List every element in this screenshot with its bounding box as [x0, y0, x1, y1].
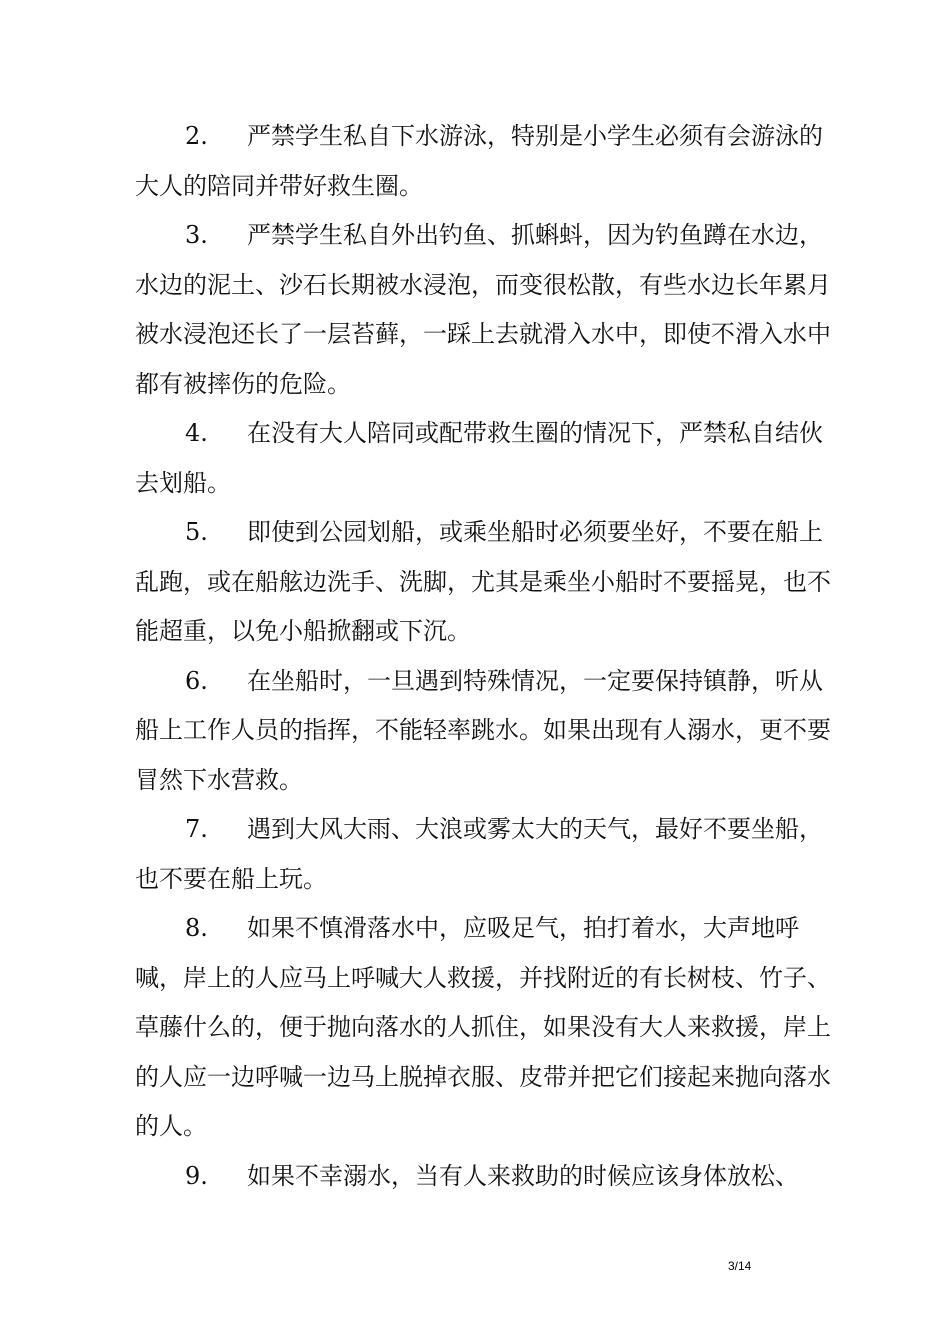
item-number: 8. [185, 914, 208, 942]
item-text: 即使到公园划船，或乘坐船时必须要坐好，不要在船上乱跑，或在船舷边洗手、洗脚，尤其是乘坐小船时不要摇晃，也不能超重，以免小船掀翻或下沉。 [135, 518, 831, 645]
list-item [135, 112, 835, 211]
item-text: 在坐船时，一旦遇到特殊情况，一定要保持镇静，听从船上工作人员的指挥，不能轻率跳水。如果出现有人溺水，更不要冒然下水营救。 [135, 666, 831, 794]
document-body [135, 112, 835, 1201]
list-item [135, 508, 835, 657]
item-text: 严禁学生私自外出钓鱼、抓蝌蚪，因为钓鱼蹲在水边，水边的泥土、沙石长期被水浸泡，而变很松散，有些水边长年累月被水浸泡还长了一层苔藓，一踩上去就滑入水中，即使不滑入水中都有被摔伤的危险。 [135, 221, 831, 398]
list-item [135, 657, 835, 806]
item-number: 7. [185, 815, 208, 843]
item-number: 9. [185, 1161, 208, 1190]
item-number: 5. [185, 518, 208, 546]
list-item [135, 409, 835, 508]
list-item [135, 211, 835, 409]
page-number: 3/14 [728, 1259, 752, 1273]
item-text: 在没有大人陪同或配带救生圈的情况下，严禁私自结伙去划船。 [135, 419, 823, 497]
item-text: 严禁学生私自下水游泳，特别是小学生必须有会游泳的大人的陪同并带好救生圈。 [135, 122, 823, 200]
item-number: 2. [185, 122, 208, 150]
item-number: 6. [185, 666, 208, 695]
item-number: 3. [185, 221, 208, 249]
item-text: 如果不慎滑落水中，应吸足气，拍打着水，大声地呼喊，岸上的人应马上呼喊大人救援，并找附近的有长树枝、竹子、草藤什么的，便于抛向落水的人抓住，如果没有大人来救援，岸上的人应一边呼喊一边马上脱掉衣服、皮带并把它们接起来抛向落水的人。 [135, 914, 831, 1140]
item-text: 遇到大风大雨、大浪或雾太大的天气，最好不要坐船，也不要在船上玩。 [135, 815, 823, 893]
list-item [135, 1152, 835, 1202]
item-number: 4. [185, 419, 208, 447]
item-text: 如果不幸溺水，当有人来救助的时候应该身体放松、 [247, 1161, 799, 1190]
list-item [135, 805, 835, 904]
list-item [135, 904, 835, 1152]
